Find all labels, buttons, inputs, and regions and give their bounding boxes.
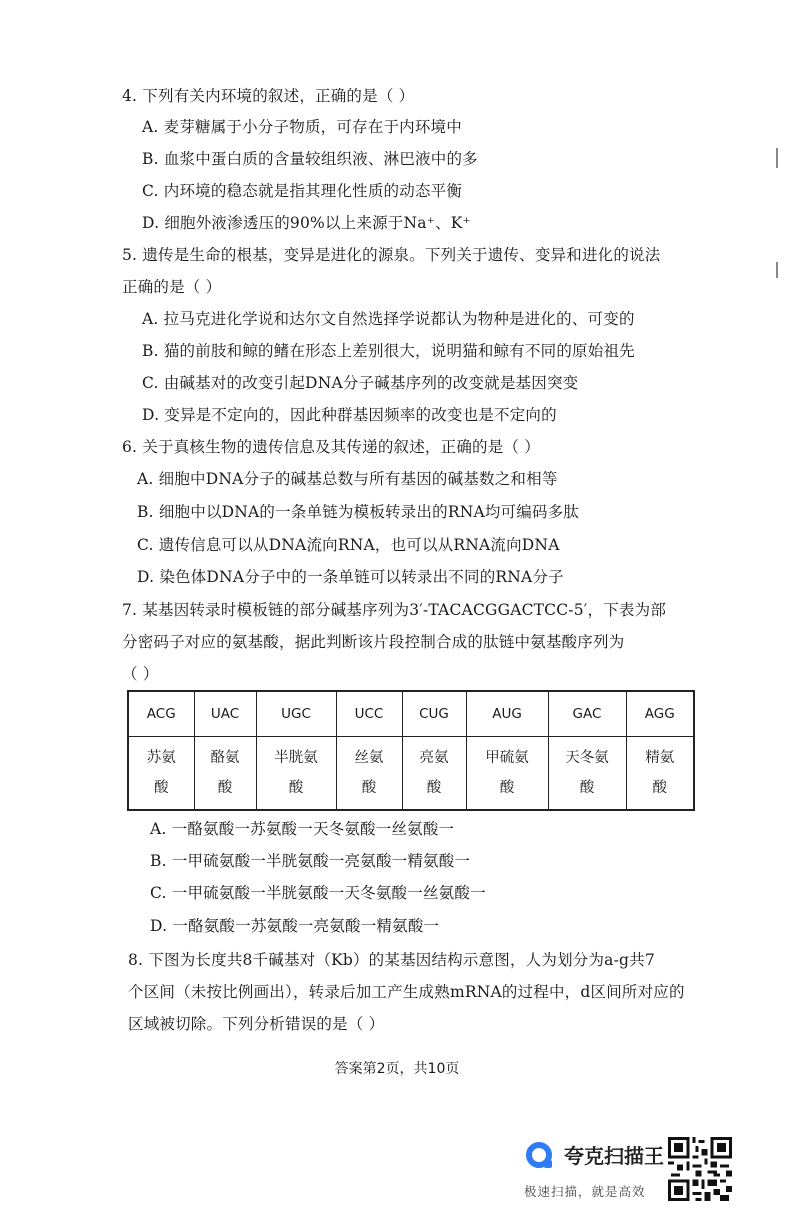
amino-acid-suffix: 酸 [499, 780, 515, 796]
amino-acid-suffix: 酸 [579, 780, 595, 796]
amino-acid-suffix: 酸 [217, 780, 233, 796]
codon-cell: CUG [402, 691, 466, 737]
codon-row [128, 691, 694, 737]
q7-option-c: C. 一甲硫氨酸一半胱氨酸一天冬氨酸一丝氨酸一 [150, 884, 486, 902]
amino-acid-suffix: 酸 [154, 780, 169, 796]
scan-edge-mark [776, 148, 778, 168]
codon-cell: UCC [336, 691, 402, 737]
amino-acid-suffix: 酸 [288, 780, 304, 796]
q5-option-d: D. 变异是不定向的，因此种群基因频率的改变也是不定向的 [142, 406, 557, 424]
q4-option-c: C. 内环境的稳态就是指其理化性质的动态平衡 [142, 182, 463, 200]
q5-option-c: C. 由碱基对的改变引起DNA分子碱基序列的改变就是基因突变 [142, 374, 579, 392]
amino-acid-cell [466, 737, 548, 811]
amino-acid-cell [194, 737, 256, 811]
codon-cell: ACG [128, 691, 194, 737]
q6-option-a: A. 细胞中DNA分子的碱基总数与所有基因的碱基数之和相等 [137, 470, 558, 488]
qr-code-icon [668, 1137, 732, 1201]
amino-acid-text: 甲硫氨 [485, 750, 529, 766]
q6-option-c: C. 遗传信息可以从DNA流向RNA，也可以从RNA流向DNA [137, 536, 560, 554]
codon-cell: AGG [626, 691, 694, 737]
amino-acid-suffix: 酸 [426, 780, 442, 796]
amino-acid-cell [256, 737, 336, 811]
q4-stem: 4. 下列有关内环境的叙述，正确的是（ ） [122, 87, 415, 105]
amino-acid-text: 精氨 [645, 750, 675, 766]
scanner-watermark [520, 1140, 794, 1211]
codon-cell: UGC [256, 691, 336, 737]
amino-acid-cell [626, 737, 694, 811]
codon-cell: UAC [194, 691, 256, 737]
q8-stem-line3: 区域被切除。下列分析错误的是（ ） [128, 1015, 385, 1033]
scanner-brand: 夸克扫描王 [564, 1144, 664, 1168]
amino-acid-cell [402, 737, 466, 811]
amino-acid-suffix: 酸 [652, 780, 667, 796]
q7-option-b: B. 一甲硫氨酸一半胱氨酸一亮氨酸一精氨酸一 [150, 852, 471, 870]
q7-option-a: A. 一酪氨酸一苏氨酸一天冬氨酸一丝氨酸一 [150, 820, 455, 838]
codon-table [127, 690, 695, 811]
q6-stem: 6. 关于真核生物的遗传信息及其传递的叙述，正确的是（ ） [122, 438, 540, 456]
scanner-slogan: 极速扫描，就是高效 [524, 1184, 646, 1199]
q6-option-d: D. 染色体DNA分子中的一条单链可以转录出不同的RNA分子 [137, 568, 564, 586]
q7-option-d: D. 一酪氨酸一苏氨酸一亮氨酸一精氨酸一 [150, 917, 440, 935]
amino-acid-text: 半胱氨 [274, 750, 318, 766]
codon-cell: GAC [548, 691, 626, 737]
q5-option-a: A. 拉马克进化学说和达尔文自然选择学说都认为物种是进化的、可变的 [142, 310, 635, 328]
amino-acid-text: 酪氨 [210, 750, 240, 766]
q8-stem-line1: 8. 下图为长度共8千碱基对（Kb）的某基因结构示意图，人为划分为a-g共7 [128, 951, 655, 969]
amino-acid-text: 丝氨 [354, 750, 384, 766]
amino-acid-text: 天冬氨 [565, 750, 609, 766]
q8-stem-line2: 个区间（未按比例画出），转录后加工产生成熟mRNA的过程中，d区间所对应的 [128, 983, 685, 1001]
scan-edge-mark [776, 262, 778, 278]
amino-acid-text: 苏氨 [146, 750, 176, 766]
amino-acid-cell [336, 737, 402, 811]
q4-option-d: D. 细胞外液渗透压的90%以上来源于Na⁺、K⁺ [142, 214, 471, 232]
q6-option-b: B. 细胞中以DNA的一条单链为模板转录出的RNA均可编码多肽 [137, 503, 580, 521]
q5-stem-line1: 5. 遗传是生命的根基，变异是进化的源泉。下列关于遗传、变异和进化的说法 [122, 246, 661, 264]
q4-option-b: B. 血浆中蛋白质的含量较组织液、淋巴液中的多 [142, 150, 478, 168]
quark-logo-icon [526, 1142, 552, 1168]
codon-cell: AUG [466, 691, 548, 737]
q5-option-b: B. 猫的前肢和鲸的鳍在形态上差别很大，说明猫和鲸有不同的原始祖先 [142, 342, 635, 360]
amino-acid-cell [128, 737, 194, 811]
q5-stem-line2: 正确的是（ ） [122, 278, 222, 296]
amino-acid-cell [548, 737, 626, 811]
page-footer: 答案第2页，共10页 [334, 1061, 460, 1077]
q7-stem-line1: 7. 某基因转录时模板链的部分碱基序列为3′-TACACGGACTCC-5′，下表为部 [122, 601, 667, 619]
amino-acid-row [128, 737, 694, 811]
amino-acid-text: 亮氨 [419, 750, 449, 766]
q7-stem-line2: 分密码子对应的氨基酸，据此判断该片段控制合成的肽链中氨基酸序列为 [122, 633, 625, 651]
q7-stem-line3: （ ） [122, 665, 159, 683]
amino-acid-suffix: 酸 [361, 780, 377, 796]
q4-option-a: A. 麦芽糖属于小分子物质，可存在于内环境中 [142, 118, 462, 136]
